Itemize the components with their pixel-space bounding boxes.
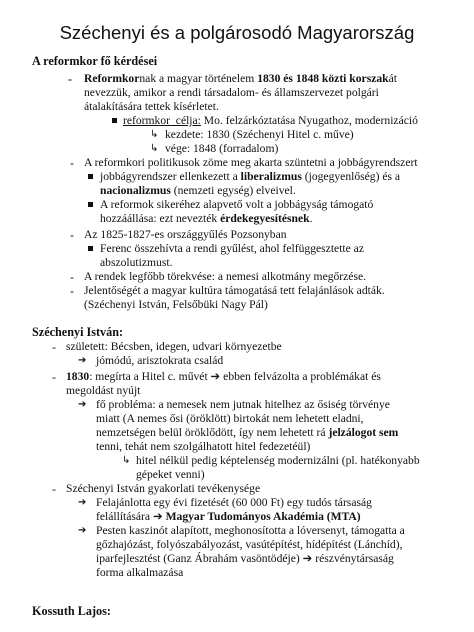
section-heading-szechenyi: Széchenyi István: — [32, 325, 124, 339]
arrow-icon: ➔ — [78, 399, 87, 410]
text-line: nevezzük, amikor a rendi társadalom- és államszervezet polgári — [84, 86, 379, 99]
text: : megírta a Hitel c. művét ➔ ebben felvázolta a problémákat és — [89, 370, 381, 383]
square-bullet — [112, 118, 117, 123]
list-item-kaszino: Pesten kaszinót alapított, meghonosította a lóversenyt, támogatta a — [96, 524, 405, 537]
dash-bullet: - — [52, 370, 56, 384]
bold-text: 1830 — [66, 370, 90, 383]
dash-bullet: - — [52, 340, 56, 354]
text-line: átalakítására tettek kísérletet. — [84, 100, 219, 113]
text-line: megoldást nyújt — [66, 384, 141, 397]
text: felállítására ➔ — [96, 510, 166, 523]
text-line — [96, 426, 398, 440]
arrow-icon: ➔ — [78, 355, 87, 366]
square-bullet — [88, 174, 93, 179]
text-line — [100, 212, 312, 226]
bold-text: Magyar Tudományos Akadémia (MTA) — [165, 510, 361, 523]
list-item-jobbagyrendszer — [100, 170, 400, 184]
section-heading-kossuth: Kossuth Lajos: — [32, 604, 111, 618]
text-line: forma alkalmazása — [96, 566, 184, 579]
text-line — [100, 184, 296, 198]
text: (jogegyenlőség) és a — [301, 170, 401, 183]
text: Mo. felzárkóztatása Nyugathoz, modernizáció — [200, 114, 418, 127]
dash-bullet: - — [52, 482, 56, 496]
list-item-hitel-nelkul: hitel nélkül pedig képtelenség modernizálni (pl. hatékonyabb — [136, 454, 420, 467]
list-item-orszaggyules: Az 1825-1827-es országgyűlés Pozsonyban — [84, 228, 287, 241]
bold-text: Reformkor — [84, 72, 140, 85]
document-title: Széchenyi és a polgárosodó Magyarország — [59, 22, 415, 43]
text-line: iparfejlesztést (Ganz Ábrahám vasöntödéje) ➔ részvénytársaság — [96, 552, 394, 565]
list-item-reformkor-celja — [123, 114, 418, 128]
arrow-icon: ➔ — [78, 497, 87, 508]
text-line: miatt (A nemes ősi (öröklött) birtokát nem lehetett eladni, — [96, 412, 364, 425]
list-item-jelentoseg: Jelentőségét a magyar kultúra támogatásá tett felajánlások adták. — [84, 284, 385, 297]
text: (nemzeti egység) elveivel. — [170, 184, 296, 197]
text: jobbágyrendszer ellenkezett a — [100, 170, 241, 183]
dash-bullet: - — [68, 72, 72, 86]
list-item-politikusok: A reformkori politikusok zöme meg akarta szüntetni a jobbágyrendszert — [84, 156, 418, 169]
dash-bullet: - — [70, 270, 74, 284]
arrow-icon: ↳ — [122, 455, 131, 466]
list-item-reformok-sikere: A reformok sikeréhez alapvető volt a jobbágyság támogató — [100, 198, 374, 211]
text-line: jómódú, arisztokrata család — [96, 354, 224, 367]
text: nemzetségen belül öröklődött, így nem lehetett rá — [96, 426, 329, 439]
square-bullet — [88, 246, 93, 251]
text-line: abszolutizmust. — [100, 256, 173, 269]
text: hozzáállása: ezt nevezték — [100, 212, 221, 225]
text-line: kezdete: 1830 (Széchenyi Hitel c. műve) — [165, 128, 354, 141]
section-heading-reformkor: A reformkor fő kérdései — [32, 54, 158, 68]
bold-text: liberalizmus — [240, 170, 302, 183]
bold-text: 1830 és 1848 közti korszak — [257, 72, 389, 85]
list-item-hitel — [66, 370, 381, 384]
list-item-gyakorlati: Széchenyi István gyakorlati tevékenysége — [66, 482, 261, 495]
dash-bullet: - — [70, 284, 74, 298]
arrow-icon: ➔ — [78, 525, 87, 536]
list-item-reformkor — [84, 72, 397, 86]
text-line: gőzhajózást, folyószabályozást, vasútépítést, hídépítést (Lánchíd), — [96, 538, 403, 551]
text: át — [388, 72, 397, 85]
arrow-icon: ↳ — [150, 129, 159, 140]
underlined-text: reformkor_célja: — [123, 114, 201, 127]
square-bullet — [88, 202, 93, 207]
list-item-felajanlotta: Felajánlotta egy évi fizetését (60 000 Ft) egy tudós társaság — [96, 496, 372, 509]
text-line: tenni, tehát nem szolgálhatott hitel fedezetéül) — [96, 440, 311, 453]
list-item-szuletett: született: Bécsben, idegen, udvari környezetbe — [66, 340, 282, 353]
bold-text: érdekegyesítésnek — [220, 212, 310, 225]
text-line: (Széchenyi István, Felsőbüki Nagy Pál) — [84, 298, 268, 311]
dash-bullet: - — [70, 228, 74, 242]
list-item-rendek: A rendek legfőbb törekvése: a nemesi alkotmány megőrzése. — [84, 270, 367, 283]
text: nak a magyar történelem — [139, 72, 258, 85]
arrow-icon: ↳ — [150, 143, 159, 154]
dash-bullet: - — [70, 156, 74, 170]
text: . — [309, 212, 313, 225]
text-line: gépeket venni) — [136, 468, 205, 481]
bold-text: jelzálogot sem — [328, 426, 399, 439]
list-item-fo-problema: fő probléma: a nemesek nem jutnak hitelhez az ősiség törvénye — [96, 398, 390, 411]
text-line — [96, 510, 361, 524]
text-line: vége: 1848 (forradalom) — [165, 142, 279, 155]
list-item-ferenc: Ferenc összehívta a rendi gyűlést, ahol felfüggesztette az — [100, 242, 364, 255]
bold-text: nacionalizmus — [100, 184, 171, 197]
